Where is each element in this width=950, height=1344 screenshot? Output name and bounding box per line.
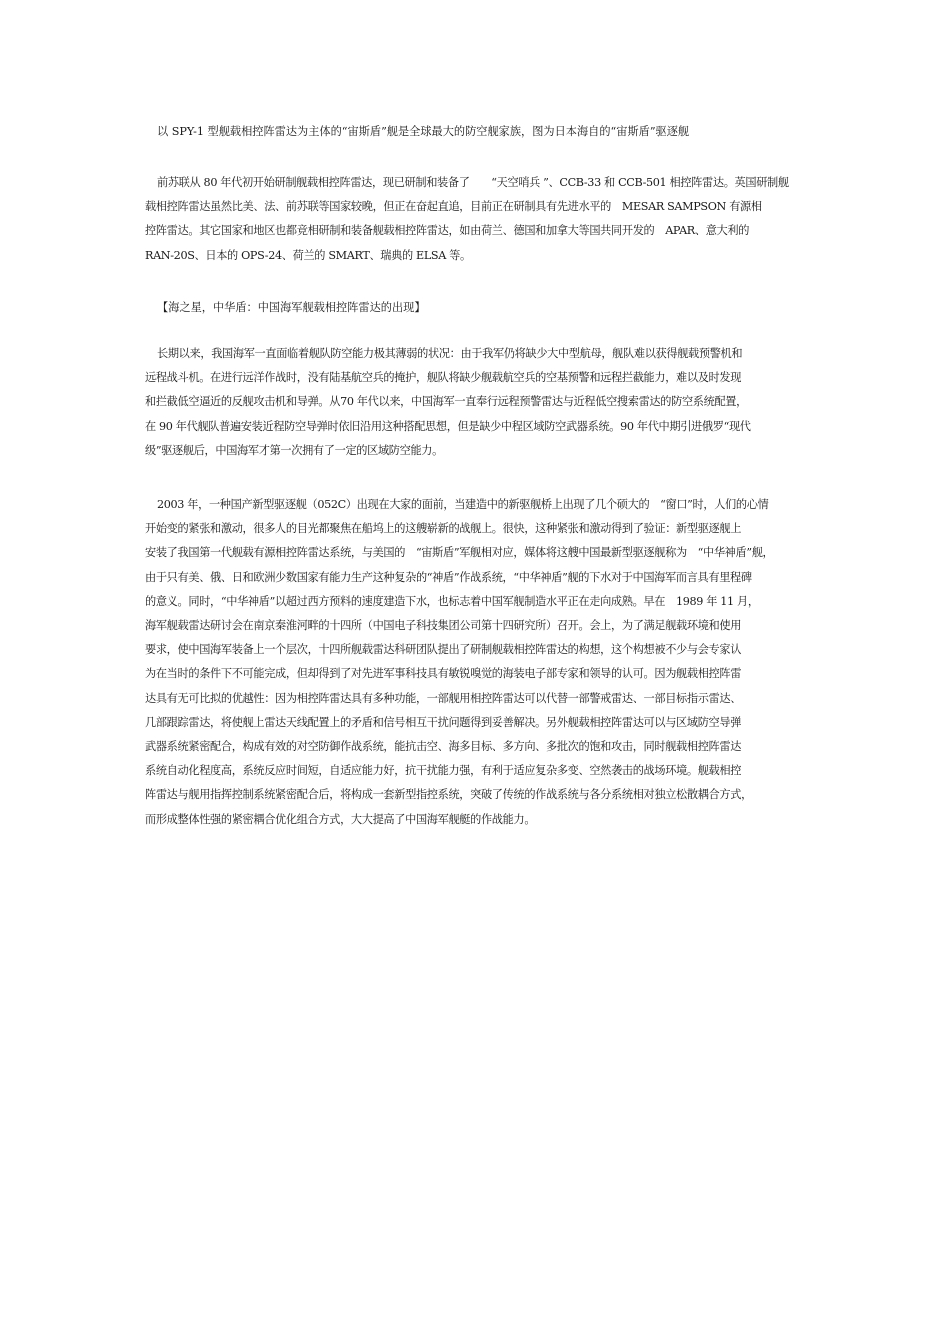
paragraph-line: 的意义。同时，“中华神盾”以超过西方预料的速度建造下水，也标志着中国军舰制造水平正在走向成熟。早在 1989 年 11 月， — [145, 594, 759, 608]
paragraph-line: 几部跟踪雷达，将使舰上雷达天线配置上的矛盾和信号相互干扰问题得到妥善解决。另外舰载相控阵雷达可以与区域防空导弹 — [145, 715, 742, 729]
image-caption — [145, 120, 825, 144]
paragraph-line: 安装了我国第一代舰载有源相控阵雷达系统，与美国的 “宙斯盾”军舰相对应，媒体将这艘中国最新型驱逐舰称为 “中华神盾”舰， — [145, 546, 774, 560]
paragraph-line: 级”驱逐舰后，中国海军才第一次拥有了一定的区域防空能力。 — [145, 443, 443, 457]
paragraph-line: 2003 年，一种国产新型驱逐舰（052C）出现在大家的面前，当建造中的新驱舰桥上出现了几个硕大的 “窗口”时，人们的心情 — [157, 498, 769, 511]
paragraph-line: 要求，使中国海军装备上一个层次，十四所舰载雷达科研团队提出了研制舰载相控阵雷达的构想，这个构想被不少与会专家认 — [145, 643, 742, 657]
paragraph-line: 远程战斗机。在进行远洋作战时，没有陆基航空兵的掩护，舰队将缺少舰载航空兵的空基预警和远程拦截能力，难以及时发现 — [145, 371, 742, 385]
paragraph-line: 开始变的紧张和激动，很多人的目光都聚焦在船坞上的这艘崭新的战舰上。很快，这种紧张和激动得到了验证：新型驱逐舰上 — [145, 522, 742, 536]
paragraph-line: RAN-20S、日本的 OPS-24、荷兰的 SMART、瑞典的 ELSA 等。 — [145, 248, 471, 262]
paragraph-soviet-uk-radars — [145, 171, 825, 268]
paragraph-line: 系统自动化程度高，系统反应时间短，自适应能力好，抗干扰能力强，有利于适应复杂多变、空然袭击的战场环境。舰载相控 — [145, 764, 742, 778]
paragraph-line: 前苏联从 80 年代初开始研制舰载相控阵雷达，现已研制和装备了 “天空哨兵 ”、CCB-33 和 CCB-501 相控阵雷达。英国研制舰 — [157, 176, 789, 189]
heading-text: 【海之星，中华盾：中国海军舰载相控阵雷达的出现】 — [157, 301, 426, 314]
paragraph-line: 海军舰载雷达研讨会在南京秦淮河畔的十四所（中国电子科技集团公司第十四研究所）召开。会上，为了满足舰载环境和使用 — [145, 619, 742, 633]
paragraph-line: 长期以来，我国海军一直面临着舰队防空能力极其薄弱的状况：由于我军仍将缺少大中型航母，舰队难以获得舰载预警机和 — [157, 347, 743, 360]
paragraph-line: 载相控阵雷达虽然比美、法、前苏联等国家较晚，但正在奋起直追，目前正在研制具有先进水平的 MESAR SAMPSON 有源相 — [145, 200, 762, 214]
paragraph-line: 为在当时的条件下不可能完成，但却得到了对先进军事科技具有敏锐嗅觉的海装电子部专家和领导的认可。因为舰载相控阵雷 — [145, 667, 742, 681]
section-heading — [145, 296, 825, 320]
caption-text: 以 SPY-1 型舰载相控阵雷达为主体的“宙斯盾”舰是全球最大的防空舰家族，图为日本海自的“宙斯盾”驱逐舰 — [157, 125, 690, 138]
paragraph-line: 和拦截低空逼近的反舰攻击机和导弹。从70 年代以来，中国海军一直奉行远程预警雷达与近程低空搜索雷达的防空系统配置， — [145, 395, 747, 409]
paragraph-line: 在 90 年代舰队普遍安装近程防空导弹时依旧沿用这种搭配思想，但是缺少中程区域防空武器系统。90 年代中期引进俄罗“现代 — [145, 419, 751, 433]
paragraph-navy-air-defense — [145, 342, 825, 463]
paragraph-line: 而形成整体性强的紧密耦合优化组合方式，大大提高了中国海军舰艇的作战能力。 — [145, 812, 536, 826]
paragraph-line: 控阵雷达。其它国家和地区也都竞相研制和装备舰载相控阵雷达，如由荷兰、德国和加拿大等国共同开发的 APAR、意大利的 — [145, 224, 750, 238]
paragraph-line: 由于只有美、俄、日和欧洲少数国家有能力生产这种复杂的“神盾”作战系统，“中华神盾”舰的下水对于中国海军而言具有里程碑 — [145, 570, 752, 584]
paragraph-line: 达具有无可比拟的优越性：因为相控阵雷达具有多种功能，一部舰用相控阵雷达可以代替一部警戒雷达、一部目标指示雷达、 — [145, 691, 742, 705]
paragraph-052c-destroyer — [145, 493, 825, 832]
paragraph-line: 武器系统紧密配合，构成有效的对空防御作战系统，能抗击空、海多目标、多方向、多批次的饱和攻击，同时舰载相控阵雷达 — [145, 740, 742, 754]
paragraph-line: 阵雷达与舰用指挥控制系统紧密配合后，将构成一套新型指控系统，突破了传统的作战系统与各分系统相对独立松散耦合方式， — [145, 788, 752, 802]
